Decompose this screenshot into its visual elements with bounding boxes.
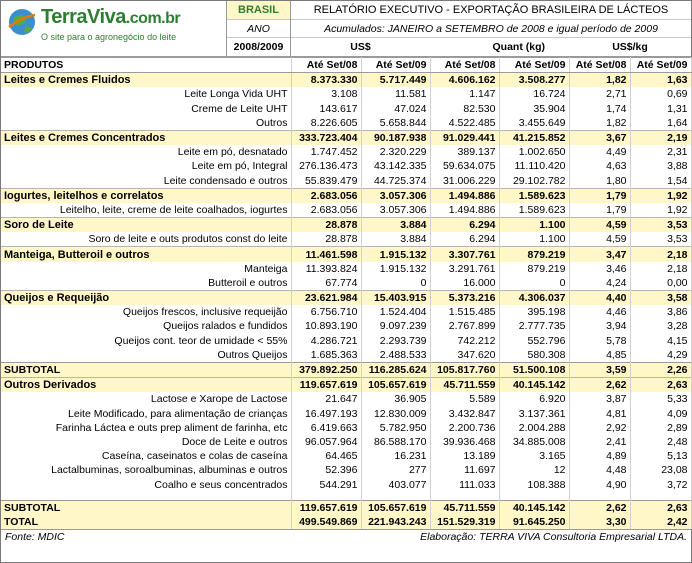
group-header-quant: Quant (kg) xyxy=(492,41,545,54)
value-cell: 4.286.721 xyxy=(291,334,361,348)
value-cell: 15.403.915 xyxy=(361,291,430,306)
value-cell: 11.697 xyxy=(430,463,499,477)
value-cell: 2,19 xyxy=(630,130,691,145)
product-name: Leite Modificado, para alimentação de crianças xyxy=(1,407,291,421)
value-cell: 6.419.663 xyxy=(291,421,361,435)
value-cell: 2.683.056 xyxy=(291,188,361,203)
value-cell: 151.529.319 xyxy=(430,515,499,529)
value-cell: 2,92 xyxy=(569,421,630,435)
value-cell: 28.878 xyxy=(291,232,361,247)
value-cell: 1,80 xyxy=(569,174,630,189)
value-cell: 2.777.735 xyxy=(499,319,569,333)
category-row xyxy=(1,247,691,262)
value-cell: 6.294 xyxy=(430,232,499,247)
product-name: Butteroil e outros xyxy=(1,276,291,291)
table-row xyxy=(1,477,691,491)
value-cell: 4,15 xyxy=(630,334,691,348)
value-cell: 1,74 xyxy=(569,102,630,116)
value-cell: 4,81 xyxy=(569,407,630,421)
value-cell: 1.589.623 xyxy=(499,188,569,203)
value-cell: 67.774 xyxy=(291,276,361,291)
value-cell: 34.885.008 xyxy=(499,435,569,449)
value-cell xyxy=(569,492,630,501)
value-cell: 16.497.193 xyxy=(291,407,361,421)
value-cell: 91.029.441 xyxy=(430,130,499,145)
value-cell: 12.830.009 xyxy=(361,407,430,421)
subtotal-row xyxy=(1,500,691,515)
value-cell: 64.465 xyxy=(291,449,361,463)
value-cell: 3,47 xyxy=(569,247,630,262)
value-cell: 1.002.650 xyxy=(499,145,569,159)
value-cell: 3,53 xyxy=(630,218,691,233)
value-cell: 41.215.852 xyxy=(499,130,569,145)
value-cell: 8.373.330 xyxy=(291,73,361,88)
value-cell: 1,31 xyxy=(630,102,691,116)
value-cell: 4,29 xyxy=(630,348,691,363)
value-cell: 2,41 xyxy=(569,435,630,449)
value-cell: 3,28 xyxy=(630,319,691,333)
value-cell: 44.725.374 xyxy=(361,174,430,189)
value-cell: 3.108 xyxy=(291,87,361,101)
value-cell: 6.756.710 xyxy=(291,305,361,319)
product-name: Queijos e Requeijão xyxy=(1,291,291,306)
product-name: Leitelho, leite, creme de leite coalhados, iogurtes xyxy=(1,203,291,218)
value-cell: 580.308 xyxy=(499,348,569,363)
value-cell: 90.187.938 xyxy=(361,130,430,145)
value-cell: 96.057.964 xyxy=(291,435,361,449)
product-name: Leites e Cremes Fluidos xyxy=(1,73,291,88)
value-cell: 105.817.760 xyxy=(430,362,499,377)
title-block xyxy=(291,1,691,57)
value-cell: 3.057.306 xyxy=(361,188,430,203)
product-name: Outros xyxy=(1,116,291,131)
value-cell: 4.522.485 xyxy=(430,116,499,131)
product-name: Lactalbuminas, soroalbuminas, albuminas e outros xyxy=(1,463,291,477)
value-cell: 2.200.736 xyxy=(430,421,499,435)
value-cell: 2,63 xyxy=(630,500,691,515)
value-cell: 16.000 xyxy=(430,276,499,291)
product-name xyxy=(1,492,291,501)
value-cell: 3,94 xyxy=(569,319,630,333)
table-row xyxy=(1,159,691,173)
value-cell: 82.530 xyxy=(430,102,499,116)
credit-note: Elaboração: TERRA VIVA Consultoria Empresarial LTDA. xyxy=(420,531,687,543)
value-cell: 0 xyxy=(499,276,569,291)
value-cell: 119.657.619 xyxy=(291,378,361,393)
value-cell: 55.839.479 xyxy=(291,174,361,189)
value-cell: 43.142.335 xyxy=(361,159,430,173)
value-cell: 3.291.761 xyxy=(430,262,499,276)
value-cell: 2.767.899 xyxy=(430,319,499,333)
value-cell: 1.915.132 xyxy=(361,262,430,276)
value-cell: 111.033 xyxy=(430,477,499,491)
value-cell: 2,48 xyxy=(630,435,691,449)
table-row xyxy=(1,463,691,477)
value-cell: 879.219 xyxy=(499,262,569,276)
report-header xyxy=(1,1,691,57)
product-name: Coalho e seus concentrados xyxy=(1,477,291,491)
logo-wordmark: TerraViva.com.br xyxy=(41,6,181,28)
value-cell: 2,89 xyxy=(630,421,691,435)
product-name: TOTAL xyxy=(1,515,291,529)
value-cell: 86.588.170 xyxy=(361,435,430,449)
category-row xyxy=(1,291,691,306)
value-cell: 1.494.886 xyxy=(430,203,499,218)
product-name: SUBTOTAL xyxy=(1,500,291,515)
value-cell: 5.782.950 xyxy=(361,421,430,435)
product-name: Queijos cont. teor de umidade < 55% xyxy=(1,334,291,348)
value-cell: 59.634.075 xyxy=(430,159,499,173)
value-cell: 116.285.624 xyxy=(361,362,430,377)
value-cell: 4,46 xyxy=(569,305,630,319)
value-cell: 5,78 xyxy=(569,334,630,348)
value-cell: 3.057.306 xyxy=(361,203,430,218)
value-cell: 1,92 xyxy=(630,188,691,203)
table-row xyxy=(1,305,691,319)
product-name: Iogurtes, leitelhos e correlatos xyxy=(1,188,291,203)
value-cell: 0 xyxy=(361,276,430,291)
value-cell: 221.943.243 xyxy=(361,515,430,529)
value-cell: 4,90 xyxy=(569,477,630,491)
value-cell: 1,64 xyxy=(630,116,691,131)
value-cell: 105.657.619 xyxy=(361,500,430,515)
value-cell: 6.920 xyxy=(499,392,569,406)
value-cell: 3.307.761 xyxy=(430,247,499,262)
logo xyxy=(1,1,227,57)
value-cell: 395.198 xyxy=(499,305,569,319)
value-cell: 2.683.056 xyxy=(291,203,361,218)
year-label: ANO xyxy=(227,20,290,39)
value-cell: 552.796 xyxy=(499,334,569,348)
product-name: Leite em pó, Integral xyxy=(1,159,291,173)
value-cell: 1,82 xyxy=(569,116,630,131)
value-cell: 3.137.361 xyxy=(499,407,569,421)
value-cell: 4.306.037 xyxy=(499,291,569,306)
value-cell: 3,59 xyxy=(569,362,630,377)
product-name: Farinha Láctea e outs prep aliment de farinha, etc xyxy=(1,421,291,435)
value-cell: 5.373.216 xyxy=(430,291,499,306)
total-row xyxy=(1,515,691,529)
product-name: Soro de Leite xyxy=(1,218,291,233)
value-cell: 4,09 xyxy=(630,407,691,421)
product-name: Manteiga, Butteroil e outros xyxy=(1,247,291,262)
value-cell: 2,31 xyxy=(630,145,691,159)
value-cell: 10.893.190 xyxy=(291,319,361,333)
value-cell: 12 xyxy=(499,463,569,477)
value-cell: 389.137 xyxy=(430,145,499,159)
column-header: Até Set/08 xyxy=(569,58,630,73)
year-value: 2008/2009 xyxy=(233,41,284,54)
product-name: Queijos ralados e fundidos xyxy=(1,319,291,333)
product-name: Manteiga xyxy=(1,262,291,276)
value-cell: 4,59 xyxy=(569,232,630,247)
value-cell: 1,79 xyxy=(569,188,630,203)
column-header: Até Set/09 xyxy=(361,58,430,73)
value-cell: 29.102.782 xyxy=(499,174,569,189)
globe-icon xyxy=(7,7,37,37)
table-row xyxy=(1,87,691,101)
value-cell: 9.097.239 xyxy=(361,319,430,333)
table-row xyxy=(1,116,691,131)
value-cell: 5,13 xyxy=(630,449,691,463)
product-name: SUBTOTAL xyxy=(1,362,291,377)
value-cell: 108.388 xyxy=(499,477,569,491)
table-row xyxy=(1,435,691,449)
column-header: PRODUTOS xyxy=(1,58,291,73)
table-row xyxy=(1,145,691,159)
value-cell: 3.508.277 xyxy=(499,73,569,88)
value-cell: 3,67 xyxy=(569,130,630,145)
value-cell: 3.165 xyxy=(499,449,569,463)
value-cell: 4,24 xyxy=(569,276,630,291)
product-name: Leites e Cremes Concentrados xyxy=(1,130,291,145)
value-cell: 2,71 xyxy=(569,87,630,101)
product-name: Leite em pó, desnatado xyxy=(1,145,291,159)
value-cell: 3,72 xyxy=(630,477,691,491)
value-cell: 499.549.869 xyxy=(291,515,361,529)
table-row xyxy=(1,392,691,406)
value-cell: 4,89 xyxy=(569,449,630,463)
product-name: Leite condensado e outros xyxy=(1,174,291,189)
value-cell: 5,33 xyxy=(630,392,691,406)
value-cell: 1.589.623 xyxy=(499,203,569,218)
value-cell: 1,92 xyxy=(630,203,691,218)
value-cell: 2,62 xyxy=(569,378,630,393)
value-cell: 2,62 xyxy=(569,500,630,515)
value-cell: 16.231 xyxy=(361,449,430,463)
report-period: Acumulados: JANEIRO a SETEMBRO de 2008 e igual período de 2009 xyxy=(291,20,691,39)
value-cell: 3.432.847 xyxy=(430,407,499,421)
table-row xyxy=(1,421,691,435)
value-cell: 5.589 xyxy=(430,392,499,406)
value-cell: 2,42 xyxy=(630,515,691,529)
product-name: Doce de Leite e outros xyxy=(1,435,291,449)
source-note: Fonte: MDIC xyxy=(5,531,65,543)
value-cell: 4.606.162 xyxy=(430,73,499,88)
product-name: Creme de Leite UHT xyxy=(1,102,291,116)
table-row xyxy=(1,203,691,218)
value-cell: 1,79 xyxy=(569,203,630,218)
table-row xyxy=(1,102,691,116)
value-cell: 3,46 xyxy=(569,262,630,276)
value-cell: 2.293.739 xyxy=(361,334,430,348)
value-cell: 2,63 xyxy=(630,378,691,393)
column-header-row xyxy=(1,58,691,73)
value-cell: 276.136.473 xyxy=(291,159,361,173)
value-cell: 1.494.886 xyxy=(430,188,499,203)
value-cell: 45.711.559 xyxy=(430,500,499,515)
value-cell: 1.524.404 xyxy=(361,305,430,319)
value-cell: 5.717.449 xyxy=(361,73,430,88)
value-cell: 143.617 xyxy=(291,102,361,116)
value-cell: 3,86 xyxy=(630,305,691,319)
table-row xyxy=(1,262,691,276)
value-cell: 4,85 xyxy=(569,348,630,363)
value-cell: 6.294 xyxy=(430,218,499,233)
value-cell: 2.488.533 xyxy=(361,348,430,363)
value-cell: 2.320.229 xyxy=(361,145,430,159)
value-cell: 45.711.559 xyxy=(430,378,499,393)
value-cell: 3,58 xyxy=(630,291,691,306)
value-cell: 11.581 xyxy=(361,87,430,101)
table-row xyxy=(1,319,691,333)
country-label: BRASIL xyxy=(227,1,290,20)
column-header: Até Set/09 xyxy=(499,58,569,73)
report-title: RELATÓRIO EXECUTIVO - EXPORTAÇÃO BRASILEIRA DE LÁCTEOS xyxy=(291,1,691,20)
value-cell: 28.878 xyxy=(291,218,361,233)
value-cell: 2.004.288 xyxy=(499,421,569,435)
value-cell: 1,82 xyxy=(569,73,630,88)
value-cell: 3,30 xyxy=(569,515,630,529)
value-cell: 1,63 xyxy=(630,73,691,88)
value-cell: 3,53 xyxy=(630,232,691,247)
category-row xyxy=(1,188,691,203)
group-header-usd-per-kg: US$/kg xyxy=(612,41,648,54)
value-cell: 11.110.420 xyxy=(499,159,569,173)
value-cell: 13.189 xyxy=(430,449,499,463)
value-cell: 879.219 xyxy=(499,247,569,262)
product-name: Queijos frescos, inclusive requeijão xyxy=(1,305,291,319)
value-cell: 1.915.132 xyxy=(361,247,430,262)
product-name: Outros Queijos xyxy=(1,348,291,363)
value-cell xyxy=(630,492,691,501)
table-row xyxy=(1,348,691,363)
value-cell: 1.747.452 xyxy=(291,145,361,159)
table-row xyxy=(1,174,691,189)
column-header: Até Set/08 xyxy=(291,58,361,73)
value-cell: 47.024 xyxy=(361,102,430,116)
table-row xyxy=(1,276,691,291)
exports-table xyxy=(1,57,692,529)
value-cell: 35.904 xyxy=(499,102,569,116)
value-cell: 1,54 xyxy=(630,174,691,189)
value-cell: 40.145.142 xyxy=(499,500,569,515)
category-row xyxy=(1,378,691,393)
value-cell: 2,18 xyxy=(630,247,691,262)
value-cell: 0,00 xyxy=(630,276,691,291)
value-cell: 742.212 xyxy=(430,334,499,348)
value-cell: 21.647 xyxy=(291,392,361,406)
product-name: Leite Longa Vida UHT xyxy=(1,87,291,101)
column-header: Até Set/09 xyxy=(630,58,691,73)
value-cell: 119.657.619 xyxy=(291,500,361,515)
value-cell: 11.461.598 xyxy=(291,247,361,262)
category-row xyxy=(1,73,691,88)
table-row xyxy=(1,232,691,247)
group-header-usd: US$ xyxy=(350,41,371,54)
product-name: Soro de leite e outs produtos const do leite xyxy=(1,232,291,247)
value-cell: 277 xyxy=(361,463,430,477)
product-name: Caseína, caseinatos e colas de caseína xyxy=(1,449,291,463)
column-group-headers xyxy=(291,38,691,56)
product-name: Lactose e Xarope de Lactose xyxy=(1,392,291,406)
value-cell: 23.621.984 xyxy=(291,291,361,306)
spacer-row xyxy=(1,492,691,501)
table-row xyxy=(1,449,691,463)
value-cell: 11.393.824 xyxy=(291,262,361,276)
value-cell: 5.658.844 xyxy=(361,116,430,131)
value-cell: 1.100 xyxy=(499,218,569,233)
value-cell: 40.145.142 xyxy=(499,378,569,393)
value-cell: 39.936.468 xyxy=(430,435,499,449)
value-cell: 333.723.404 xyxy=(291,130,361,145)
value-cell: 4,59 xyxy=(569,218,630,233)
value-cell: 4,48 xyxy=(569,463,630,477)
category-row xyxy=(1,130,691,145)
column-header: Até Set/08 xyxy=(430,58,499,73)
value-cell: 4,63 xyxy=(569,159,630,173)
value-cell: 1.515.485 xyxy=(430,305,499,319)
value-cell: 31.006.229 xyxy=(430,174,499,189)
value-cell: 1.147 xyxy=(430,87,499,101)
table-row xyxy=(1,407,691,421)
value-cell: 379.892.250 xyxy=(291,362,361,377)
value-cell: 4,49 xyxy=(569,145,630,159)
value-cell: 16.724 xyxy=(499,87,569,101)
report-footer xyxy=(1,529,691,546)
value-cell: 105.657.619 xyxy=(361,378,430,393)
value-cell: 544.291 xyxy=(291,477,361,491)
value-cell: 2,18 xyxy=(630,262,691,276)
value-cell xyxy=(430,492,499,501)
value-cell: 8.226.605 xyxy=(291,116,361,131)
category-row xyxy=(1,218,691,233)
value-cell: 3.884 xyxy=(361,232,430,247)
value-cell: 3,88 xyxy=(630,159,691,173)
value-cell: 0,69 xyxy=(630,87,691,101)
value-cell: 3.455.649 xyxy=(499,116,569,131)
value-cell: 1.100 xyxy=(499,232,569,247)
value-cell: 52.396 xyxy=(291,463,361,477)
value-cell: 23,08 xyxy=(630,463,691,477)
value-cell xyxy=(361,492,430,501)
value-cell: 3,87 xyxy=(569,392,630,406)
value-cell: 91.645.250 xyxy=(499,515,569,529)
meta-column xyxy=(227,1,291,57)
value-cell: 51.500.108 xyxy=(499,362,569,377)
logo-tagline: O site para o agronegócio do leite xyxy=(41,32,177,42)
value-cell: 403.077 xyxy=(361,477,430,491)
value-cell: 347.620 xyxy=(430,348,499,363)
value-cell: 1.685.363 xyxy=(291,348,361,363)
value-cell: 2,26 xyxy=(630,362,691,377)
value-cell: 3.884 xyxy=(361,218,430,233)
value-cell: 36.905 xyxy=(361,392,430,406)
table-row xyxy=(1,334,691,348)
subtotal-row xyxy=(1,362,691,377)
value-cell xyxy=(291,492,361,501)
value-cell xyxy=(499,492,569,501)
product-name: Outros Derivados xyxy=(1,378,291,393)
value-cell: 4,40 xyxy=(569,291,630,306)
